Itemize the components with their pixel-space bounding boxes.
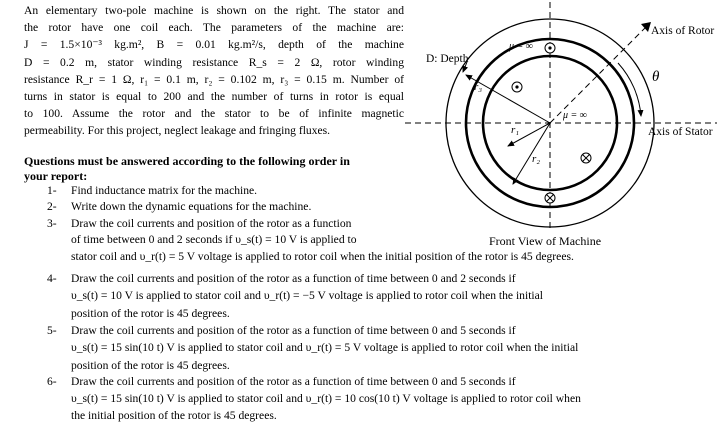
intro-line: permeability. For this project, neglect leakage and fringing fluxes.: [24, 124, 331, 138]
theta-arc: [618, 63, 641, 116]
question-text: υ_s(t) = 10 V is applied to stator coil and υ_r(t) = −5 V voltage is applied to rotor coil when the initial: [71, 289, 544, 302]
depth-label: D: Depth: [426, 53, 469, 65]
question-text: Find inductance matrix for the machine.: [71, 184, 258, 197]
question-number: 3-: [47, 217, 57, 230]
question-text: of time between 0 and 2 seconds if υ_s(t) = 10 V is applied to: [71, 233, 357, 246]
theta-label: θ: [652, 69, 660, 85]
intro-line: J = 1.5×10⁻³ kg.m², B = 0.01 kg.m²/s, depth of the machine: [24, 38, 404, 52]
intro-line: turns in stator is equal to 200 and the number of turns in rotor is equal: [24, 90, 404, 104]
question-text: the initial position of the rotor is 45 degrees.: [71, 409, 277, 422]
question-number: 6-: [47, 375, 57, 388]
rotor-axis-label: Axis of Rotor: [651, 25, 715, 37]
question-number: 4-: [47, 272, 57, 285]
question-text: υ_s(t) = 15 sin(10 t) V is applied to stator coil and υ_r(t) = 10 cos(10 t) V voltage is applied to rotor coil when: [71, 392, 581, 405]
question-text: stator coil and υ_r(t) = 5 V voltage is applied to rotor coil when the initial position of the rotor is 45 degrees.: [71, 250, 574, 263]
question-text: position of the rotor is 45 degrees.: [71, 359, 230, 372]
questions-header: [24, 154, 404, 184]
rotor-coil-dot-icon: [512, 82, 522, 92]
stator-coil-dot-icon: [545, 43, 555, 53]
stator-coil-cross-icon: [545, 193, 555, 203]
question-text: Draw the coil currents and position of the rotor as a function of time between 0 and 2 seconds if: [71, 272, 516, 285]
question-text: υ_s(t) = 15 sin(10 t) V is applied to stator coil and υ_r(t) = 5 V voltage is applied to rotor coil when the initial: [71, 341, 579, 354]
stator-axis-label: Axis of Stator: [648, 126, 713, 138]
intro-line: D = 0.2 m, stator winding resistance R_s = 2 Ω, rotor winding: [24, 55, 404, 69]
intro-line: the rotor have one coil each. The parameters of the machine are:: [24, 21, 404, 35]
machine-diagram: [405, 0, 722, 236]
r2-label: r₂: [532, 153, 541, 165]
intro-line: An elementary two-pole machine is shown on the right. The stator and: [24, 4, 404, 17]
question-text: Draw the coil currents and position of the rotor as a function of time between 0 and 5 seconds if: [71, 324, 516, 337]
intro-paragraph: [24, 2, 404, 140]
questions-header-line: your report:: [24, 169, 88, 183]
intro-line: to 100. Assume the rotor and the stator to be of infinite magnetic: [24, 107, 404, 121]
question-text: Write down the dynamic equations for the machine.: [71, 200, 312, 213]
r3-label: r₃: [474, 81, 483, 93]
question-text: Draw the coil currents and position of the rotor as a function: [71, 217, 352, 230]
questions-header-line: Questions must be answered according to the following order in: [24, 154, 350, 168]
rotor-coil-cross-icon: [581, 153, 591, 163]
intro-line: resistance R_r = 1 Ω, r₁ = 0.1 m, r₂ = 0.102 m, r₃ = 0.15 m. Number of: [24, 72, 404, 86]
question-number: 2-: [47, 200, 57, 213]
question-text: position of the rotor is 45 degrees.: [71, 307, 230, 320]
question-text: Draw the coil currents and position of the rotor as a function of time between 0 and 5 seconds if: [71, 375, 516, 388]
mu-stator-label: μ = ∞: [509, 41, 533, 52]
mu-rotor-label: μ = ∞: [563, 110, 587, 121]
r1-label: r₁: [511, 124, 520, 136]
question-number: 1-: [47, 184, 57, 197]
figure-caption: Front View of Machine: [489, 234, 602, 248]
question-number: 5-: [47, 324, 57, 337]
